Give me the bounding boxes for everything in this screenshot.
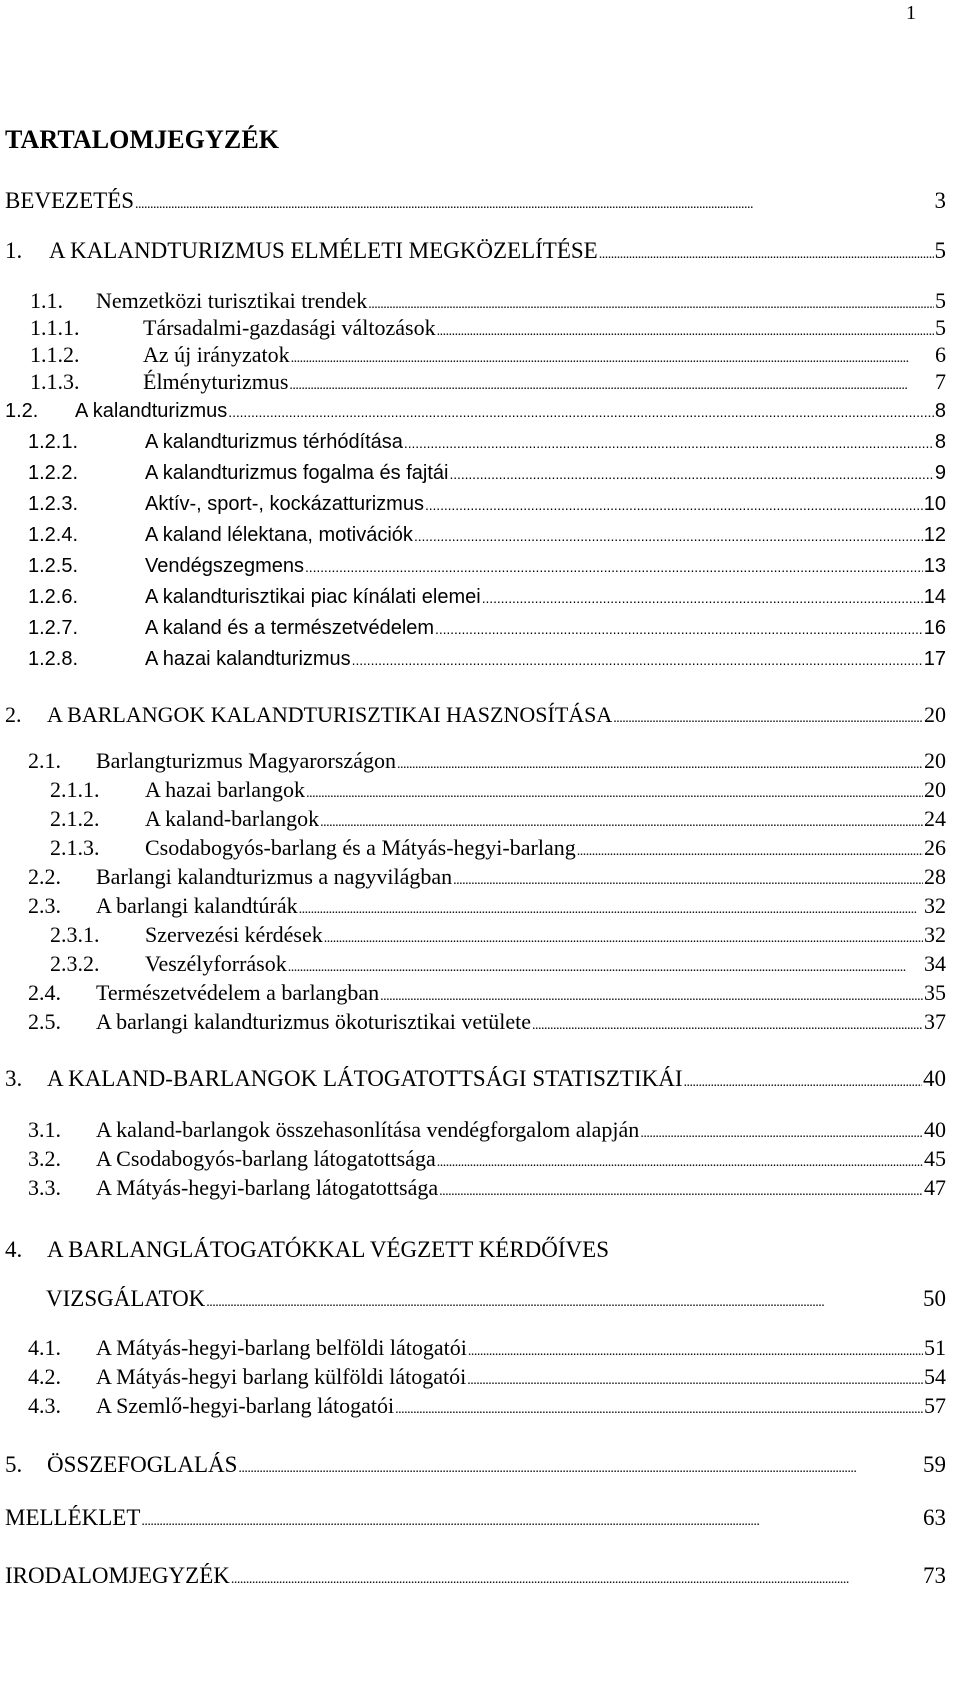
dot-leader	[684, 1068, 922, 1098]
toc-entry[interactable]	[0, 1115, 946, 1145]
toc-entry-page: 34	[924, 951, 946, 976]
dot-leader	[206, 1288, 922, 1318]
toc-entry-title: A kalandturizmus fogalma és fajtái	[145, 462, 449, 484]
toc-entry-page: 16	[923, 617, 946, 639]
toc-entry[interactable]	[0, 1007, 946, 1037]
dot-leader	[231, 1565, 922, 1595]
toc-entry-number: 4.2.	[28, 1364, 61, 1389]
toc-entry-page: 32	[924, 893, 946, 918]
toc-entry-page: 47	[924, 1175, 946, 1200]
toc-entry[interactable]	[0, 520, 946, 550]
toc-entry[interactable]	[0, 804, 946, 834]
toc-entry-number: 1.	[5, 238, 23, 263]
toc-entry-number: 3.1.	[28, 1117, 61, 1142]
toc-entry-number: 2.4.	[28, 980, 61, 1005]
toc-entry-page: 5	[935, 288, 946, 313]
toc-entry-title: A Csodabogyós-barlang látogatottsága	[96, 1146, 436, 1171]
toc-entry-title: Csodabogyós-barlang és a Mátyás-hegyi-barlang	[145, 835, 576, 860]
toc-entry-number: 1.2.8.	[28, 648, 79, 670]
toc-entry[interactable]	[0, 833, 946, 863]
toc-entry-title: BEVEZETÉS	[5, 188, 135, 213]
toc-entry-title: A hazai kalandturizmus	[145, 648, 351, 670]
toc-entry-page: 3	[934, 188, 946, 213]
toc-entry-number: 2.3.	[28, 893, 61, 918]
dot-leader	[305, 552, 923, 582]
toc-entry-title: VIZSGÁLATOK	[46, 1286, 206, 1311]
toc-entry-title: Élményturizmus	[143, 369, 289, 394]
toc-entry[interactable]	[0, 186, 946, 216]
toc-entry[interactable]	[0, 920, 946, 950]
toc-entry-number: 1.2.4.	[28, 524, 79, 546]
toc-entry-title: A kaland és a természetvédelem	[145, 617, 435, 639]
toc-entry-page: 8	[934, 431, 946, 453]
toc-entry-title: A kaland lélektana, motivációk	[145, 524, 413, 546]
toc-entry-number: 2.2.	[28, 864, 61, 889]
toc-entry-title: ÖSSZEFOGLALÁS	[47, 1452, 238, 1477]
toc-entry[interactable]	[0, 978, 946, 1008]
toc-entry-title: MELLÉKLET	[5, 1505, 141, 1530]
toc-entry-number: 3.3.	[28, 1175, 61, 1200]
toc-entry[interactable]	[0, 367, 946, 397]
toc-entry-number: 2.1.	[28, 748, 61, 773]
toc-entry[interactable]	[0, 1173, 946, 1203]
toc-entry-page: 57	[924, 1393, 946, 1418]
toc-entry-number: 1.1.	[30, 288, 63, 313]
toc-entry-page: 20	[924, 702, 946, 727]
toc-entry-page: 6	[935, 342, 946, 367]
toc-entry[interactable]	[0, 644, 946, 674]
toc-entry-title: A barlangi kalandturizmus ökoturisztikai vetülete	[96, 1009, 531, 1034]
toc-entry-title: Szervezési kérdések	[145, 922, 323, 947]
toc-entry[interactable]	[0, 340, 946, 370]
toc-entry-number: 1.2.1.	[28, 431, 79, 453]
toc-entry-title: A Mátyás-hegyi-barlang látogatottsága	[96, 1175, 439, 1200]
toc-entry-page: 14	[923, 586, 946, 608]
toc-entry-page: 20	[924, 777, 946, 802]
toc-entry-number: 1.1.1.	[30, 315, 80, 340]
toc-entry[interactable]	[0, 458, 946, 488]
toc-entry-number: 4.3.	[28, 1393, 61, 1418]
toc-entry-title: Nemzetközi turisztikai trendek	[96, 288, 368, 313]
toc-entry[interactable]	[0, 949, 946, 979]
toc-entry[interactable]	[0, 1362, 946, 1392]
toc-entry[interactable]	[0, 891, 946, 921]
toc-entry[interactable]	[0, 1235, 946, 1265]
toc-entry-title: Barlangi kalandturizmus a nagyvilágban	[96, 864, 453, 889]
dot-leader	[599, 240, 934, 270]
toc-entry-number: 1.2.7.	[28, 617, 79, 639]
toc-entry-page: 32	[924, 922, 946, 947]
toc-entry-page: 13	[923, 555, 946, 577]
toc-entry[interactable]	[0, 862, 946, 892]
toc-entry-title: A hazai barlangok	[145, 777, 306, 802]
toc-entry-number: 3.2.	[28, 1146, 61, 1171]
toc-entry-page: 20	[924, 748, 946, 773]
toc-entry-page: 59	[923, 1452, 946, 1477]
toc-entry-number: 1.2.5.	[28, 555, 79, 577]
toc-entry-page: 24	[924, 806, 946, 831]
page-number: 1	[906, 2, 916, 24]
toc-entry-page: 40	[924, 1117, 946, 1142]
toc-entry-number: 1.2.2.	[28, 462, 79, 484]
toc-entry[interactable]	[0, 1391, 946, 1421]
dot-leader	[135, 190, 933, 220]
dot-leader	[404, 428, 934, 458]
dot-leader	[532, 1011, 923, 1041]
toc-entry[interactable]	[0, 1284, 946, 1314]
toc-entry-page: 28	[924, 864, 946, 889]
toc-entry-number: 2.1.1.	[50, 777, 100, 802]
toc-entry-title: Az új irányzatok	[143, 342, 290, 367]
dot-leader	[238, 1454, 922, 1484]
toc-entry[interactable]	[0, 1450, 946, 1480]
toc-entry[interactable]	[0, 286, 946, 316]
toc-entry[interactable]	[0, 489, 946, 519]
toc-entry-page: 35	[924, 980, 946, 1005]
toc-entry-number: 2.5.	[28, 1009, 61, 1034]
dot-leader	[450, 459, 934, 489]
toc-entry-page: 9	[934, 462, 946, 484]
toc-entry-title: A kaland-barlangok összehasonlítása vendégforgalom alapján	[96, 1117, 640, 1142]
toc-entry-page: 10	[923, 493, 946, 515]
toc-entry-page: 26	[924, 835, 946, 860]
dot-leader	[228, 397, 934, 427]
toc-entry-number: 4.1.	[28, 1335, 61, 1360]
toc-entry-number: 2.	[5, 702, 22, 727]
toc-entry-title: A Mátyás-hegyi-barlang belföldi látogatói	[96, 1335, 467, 1360]
toc-entry[interactable]	[0, 236, 946, 266]
toc-entry-number: 1.1.3.	[30, 369, 80, 394]
toc-entry-number: 1.2.	[5, 400, 39, 422]
toc-entry-title: A kalandturizmus térhódítása	[145, 431, 403, 453]
toc-entry-page: 45	[924, 1146, 946, 1171]
dot-leader	[352, 645, 923, 675]
toc-entry-number: 2.3.1.	[50, 922, 100, 947]
toc-entry-page: 17	[923, 648, 946, 670]
toc-entry-number: 3.	[5, 1066, 23, 1091]
toc-entry-page: 50	[923, 1286, 946, 1311]
toc-entry-page: 51	[924, 1335, 946, 1360]
toc-entry-page: 54	[924, 1364, 946, 1389]
toc-entry-title: A kalandturisztikai piac kínálati elemei	[145, 586, 481, 608]
toc-entry-page: 63	[923, 1505, 946, 1530]
toc-entry-number: 1.2.3.	[28, 493, 79, 515]
toc-entry-title: Természetvédelem a barlangban	[96, 980, 380, 1005]
toc-entry-title: Aktív-, sport-, kockázatturizmus	[145, 493, 424, 515]
dot-leader	[425, 490, 923, 520]
dot-leader	[395, 1395, 923, 1425]
toc-entry-number: 4.	[5, 1237, 23, 1262]
toc-entry-number: 2.3.2.	[50, 951, 100, 976]
toc-entry[interactable]	[0, 1333, 946, 1363]
toc-entry-page: 5	[935, 315, 946, 340]
toc-entry-title: IRODALOMJEGYZÉK	[5, 1563, 230, 1588]
toc-entry-page: 73	[923, 1563, 946, 1588]
toc-entry[interactable]	[0, 427, 946, 457]
toc-entry-title: A kalandturizmus	[75, 400, 228, 422]
toc-entry-number: 1.1.2.	[30, 342, 80, 367]
toc-entry-title: A BARLANGLÁTOGATÓKKAL VÉGZETT KÉRDŐÍVES	[47, 1237, 609, 1262]
toc-entry-page: 8	[934, 400, 946, 422]
dot-leader	[613, 704, 923, 734]
toc-entry[interactable]	[0, 1064, 946, 1094]
toc-entry[interactable]	[0, 613, 946, 643]
toc-entry[interactable]	[0, 1144, 946, 1174]
toc-entry[interactable]	[0, 396, 946, 426]
dot-leader	[141, 1507, 922, 1537]
toc-title: TARTALOMJEGYZÉK	[5, 125, 280, 154]
toc-entry-number: 2.1.2.	[50, 806, 100, 831]
toc-entry-title: A Mátyás-hegyi barlang külföldi látogatói	[96, 1364, 467, 1389]
toc-entry-number: 1.2.6.	[28, 586, 79, 608]
toc-entry-title: A KALANDTURIZMUS ELMÉLETI MEGKÖZELÍTÉSE	[49, 238, 598, 263]
toc-entry-title: A barlangi kalandtúrák	[96, 893, 298, 918]
toc-entry-title: Barlangturizmus Magyarországon	[96, 748, 396, 773]
toc-entry[interactable]	[0, 1503, 946, 1533]
toc-entry-number: 2.1.3.	[50, 835, 100, 860]
dot-leader	[482, 583, 923, 613]
toc-entry-title: Veszélyforrások	[145, 951, 287, 976]
toc-entry-page: 5	[934, 238, 946, 263]
toc-entry-title: A BARLANGOK KALANDTURISZTIKAI HASZNOSÍTÁSA	[47, 702, 613, 727]
toc-entry[interactable]	[0, 700, 946, 730]
toc-entry-number: 5.	[5, 1452, 23, 1477]
toc-entry-title: A kaland-barlangok	[145, 806, 320, 831]
dot-leader	[439, 1177, 923, 1207]
toc-entry[interactable]	[0, 551, 946, 581]
toc-entry-page: 37	[924, 1009, 946, 1034]
toc-entry-title: A Szemlő-hegyi-barlang látogatói	[96, 1393, 395, 1418]
toc-entry-title: A KALAND-BARLANGOK LÁTOGATOTTSÁGI STATISZTIKÁI	[47, 1066, 683, 1091]
toc-entry[interactable]	[0, 582, 946, 612]
toc-entry[interactable]	[0, 775, 946, 805]
dot-leader	[435, 614, 923, 644]
toc-entry[interactable]	[0, 313, 946, 343]
toc-entry-page: 7	[935, 369, 946, 394]
dot-leader	[414, 521, 923, 551]
toc-entry[interactable]	[0, 1561, 946, 1591]
toc-entry-page: 40	[923, 1066, 946, 1091]
toc-entry-title: Vendégszegmens	[145, 555, 305, 577]
toc-entry-page: 12	[923, 524, 946, 546]
toc-entry[interactable]	[0, 746, 946, 776]
toc-entry-title: Társadalmi-gazdasági változások	[143, 315, 436, 340]
